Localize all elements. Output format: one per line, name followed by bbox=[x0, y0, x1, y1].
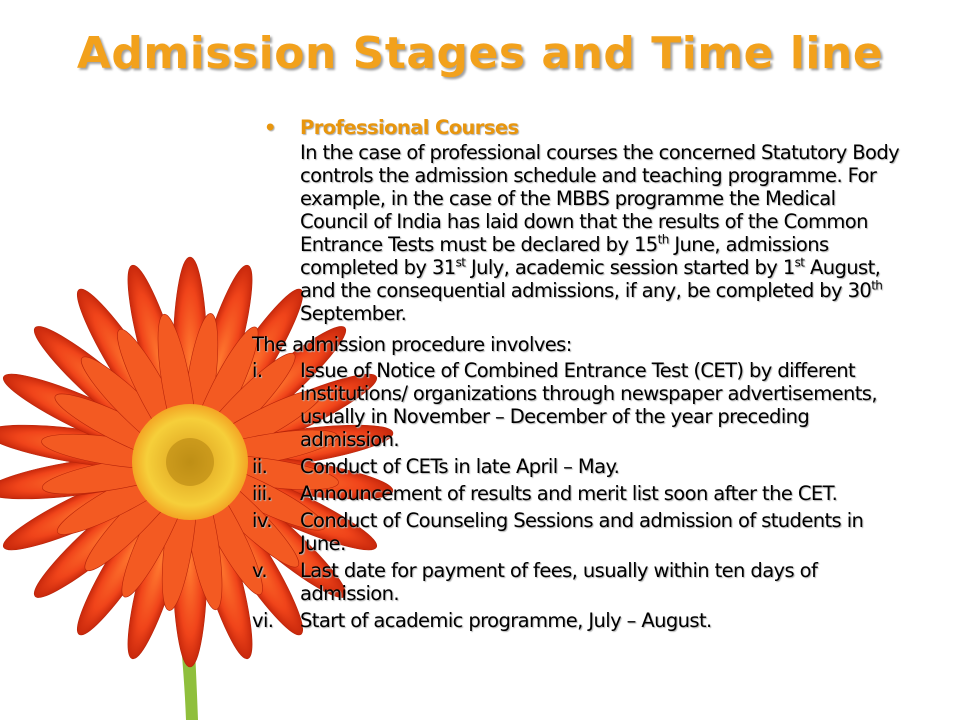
ordinal-suffix: th bbox=[871, 278, 883, 293]
procedure-step bbox=[252, 482, 902, 505]
bullet-icon: • bbox=[264, 116, 276, 139]
paragraph-text: August, and the consequential admissions, if any, be completed by 30 bbox=[300, 256, 881, 302]
step-number: i. bbox=[252, 359, 263, 382]
step-number: vi. bbox=[252, 609, 274, 632]
procedure-step bbox=[252, 509, 902, 555]
paragraph-text: In the case of professional courses the concerned Statutory Body controls the admission schedule and teaching programme. For example, in the case of the MBBS programme the Medical Council of India has laid down that the results of the Common Entrance Tests must be declared by 15 bbox=[300, 141, 900, 256]
step-text: Issue of Notice of Combined Entrance Test (CET) by different institutions/ organizations through newspaper advertisements, usually in November – December of the year preceding admission. bbox=[300, 359, 877, 451]
step-number: ii. bbox=[252, 455, 268, 478]
ordinal-suffix: th bbox=[657, 232, 669, 247]
slide-title: Admission Stages and Time line bbox=[76, 28, 884, 79]
step-number: v. bbox=[252, 559, 268, 582]
step-number: iii. bbox=[252, 482, 273, 505]
procedure-step bbox=[252, 455, 902, 478]
section-paragraph bbox=[300, 141, 902, 325]
procedure-step bbox=[252, 559, 902, 605]
slide-content bbox=[252, 116, 902, 636]
ordinal-suffix: st bbox=[794, 255, 805, 270]
ordinal-suffix: st bbox=[455, 255, 466, 270]
paragraph-text: June, admissions completed by 31 bbox=[300, 233, 829, 279]
step-text: Conduct of Counseling Sessions and admission of students in June. bbox=[300, 509, 864, 555]
procedure-lead: The admission procedure involves: bbox=[252, 333, 572, 356]
section-heading bbox=[252, 116, 902, 139]
paragraph-text: September. bbox=[300, 302, 407, 325]
paragraph-text: July, academic session started by 1 bbox=[465, 256, 795, 279]
procedure-steps bbox=[252, 359, 902, 632]
section-heading-text: Professional Courses bbox=[300, 116, 519, 139]
step-text: Conduct of CETs in late April – May. bbox=[300, 455, 620, 478]
step-text: Start of academic programme, July – August. bbox=[300, 609, 712, 632]
procedure-step bbox=[252, 359, 902, 451]
step-number: iv. bbox=[252, 509, 272, 532]
procedure-step bbox=[252, 609, 902, 632]
step-text: Last date for payment of fees, usually within ten days of admission. bbox=[300, 559, 818, 605]
step-text: Announcement of results and merit list soon after the CET. bbox=[300, 482, 838, 505]
